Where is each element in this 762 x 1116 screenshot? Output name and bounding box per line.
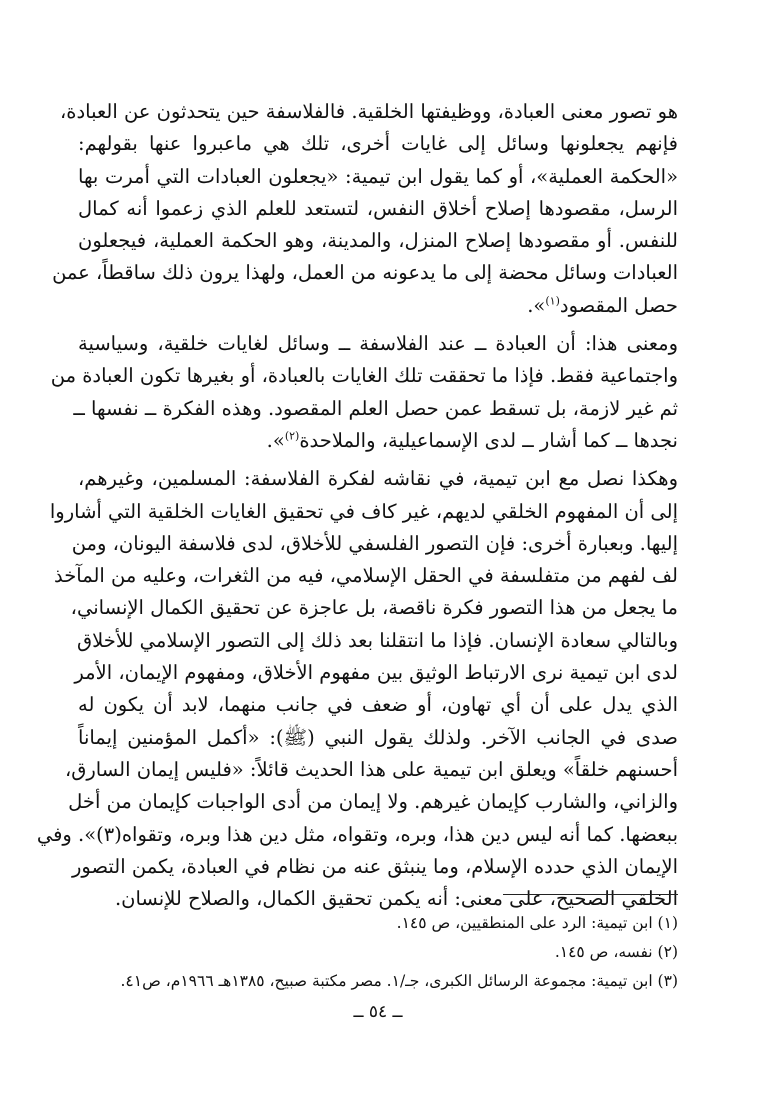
- text-line: ببعضها. كما أنه ليس دين هذا، وبره، وتقواه، مثل دين هذا وبره، وتقواه(٣)». وفي: [36, 822, 678, 846]
- text-line: صدى في الجانب الآخر. ولذلك يقول النبي (ﷺ): «أكمل المؤمنين إيماناً: [78, 725, 678, 749]
- text-line: الإيمان الذي حدده الإسلام، وما ينبثق عنه من نظام في العبادة، يكمن التصور: [72, 854, 678, 878]
- footnote-reference[interactable]: (١): [545, 294, 560, 308]
- text-line: أحسنهم خلقاً» ويعلق ابن تيمية على هذا الحديث قائلاً: «فليس إيمان السارق،: [64, 757, 678, 781]
- text-line: الرسل، مقصودها إصلاح أخلاق النفس، لتستعد للعلم الذي زعموا أنه كمال: [78, 196, 678, 220]
- text-line: وهكذا نصل مع ابن تيمية، في نقاشه لفكرة الفلاسفة: المسلمين، وغيرهم،: [78, 467, 678, 491]
- text-line: هو تصور معنى العبادة، ووظيفتها الخلقية. فالفلاسفة حين يتحدثون عن العبادة،: [59, 100, 678, 123]
- text-line: ما يجعل من هذا التصور فكرة ناقصة، بل عاجزة عن تحقيق الكمال الإنساني،: [70, 596, 678, 620]
- text-line: وبالتالي سعادة الإنسان. فإذا ما انتقلنا بعد ذلك إلى التصور الإسلامي للأخلاق: [77, 628, 678, 652]
- text-line: واجتماعية فقط. فإذا ما تحققت تلك الغايات بالعبادة، أو بغيرها تكون العبادة من: [50, 364, 678, 388]
- paragraph-1: [52, 96, 678, 322]
- text-line: إلى أن المفهوم الخلقي لديهم، غير كاف في تحقيق الغايات الخلقية التي أشاروا: [49, 499, 678, 523]
- line-text: نجدها ــ كما أشار ــ لدى الإسماعيلية، والملاحدة: [299, 428, 678, 452]
- page-number: ــ ٥٤ ــ: [353, 1002, 403, 1022]
- text-line: ومعنى هذا: أن العبادة ــ عند الفلاسفة ــ وسائل لغايات خلقية، وسياسية: [78, 332, 678, 356]
- line-text: حصل المقصود: [559, 293, 678, 317]
- text-line: والزاني، والشارب كإيمان غيرهم. ولا إيمان من أدى الواجبات كإيمان من أخل: [68, 790, 678, 814]
- text-line-last: [78, 290, 678, 322]
- line-tail: ».: [266, 428, 285, 452]
- line-tail: ».: [527, 293, 546, 317]
- line-text: الخلقي الصحيح، على معنى: أنه يكمن تحقيق الكمال، والصلاح للإنسان.: [114, 887, 678, 911]
- text-line: فإنهم يجعلونها وسائل إلى غايات أخرى، تلك هي ماعبروا عنها بقولهم:: [78, 132, 678, 156]
- paragraph-3: [36, 463, 678, 915]
- footnote-reference[interactable]: (٢): [284, 429, 300, 443]
- text-line: لف لفهم من متفلسفة في الحقل الإسلامي، فيه من الثغرات، وعليه من المآخذ: [53, 564, 678, 588]
- footnote-2: (٢) نفسه، ص ١٤٥.: [554, 943, 678, 961]
- text-line-last: [78, 425, 678, 457]
- text-line: ثم غير لازمة، بل تسقط عمن حصل العلم المقصود. وهذه الفكرة ــ نفسها ــ: [73, 396, 678, 420]
- footnote-3: (٣) ابن تيمية: مجموعة الرسائل الكبرى، جـ/١. مصر مكتبة صبيح، ١٣٨٥هـ ١٩٦٦م، ص٤١.: [120, 972, 678, 990]
- footnote-1: (١) ابن تيمية: الرد على المنطقيين، ص ١٤٥.: [396, 914, 678, 932]
- text-line: العبادات وسائل محضة إلى ما يدعونه من العمل، ولهذا يرون ذلك ساقطاً، عمن: [52, 261, 678, 285]
- paragraph-2: [50, 328, 678, 457]
- text-line: الذي يدل على أن أي تهاون، أو ضعف في جانب منهما، لابد أن يكون له: [78, 693, 678, 717]
- footnote-separator: [503, 894, 678, 895]
- text-line: إليها. وبعبارة أخرى: فإن التصور الفلسفي للأخلاق، لدى فلاسفة اليونان، ومن: [71, 531, 678, 555]
- footnotes: [78, 909, 678, 996]
- text-line: للنفس. أو مقصودها إصلاح المنزل، والمدينة، وهو الحكمة العملية، فيجعلون: [78, 229, 678, 253]
- book-page: [36, 96, 678, 1096]
- text-line: «الحكمة العملية»، أو كما يقول ابن تيمية: «يجعلون العبادات التي أمرت بها: [78, 164, 678, 188]
- text-line: لدى ابن تيمية نرى الارتباط الوثيق بين مفهوم الأخلاق، ومفهوم الإيمان، الأمر: [74, 661, 678, 685]
